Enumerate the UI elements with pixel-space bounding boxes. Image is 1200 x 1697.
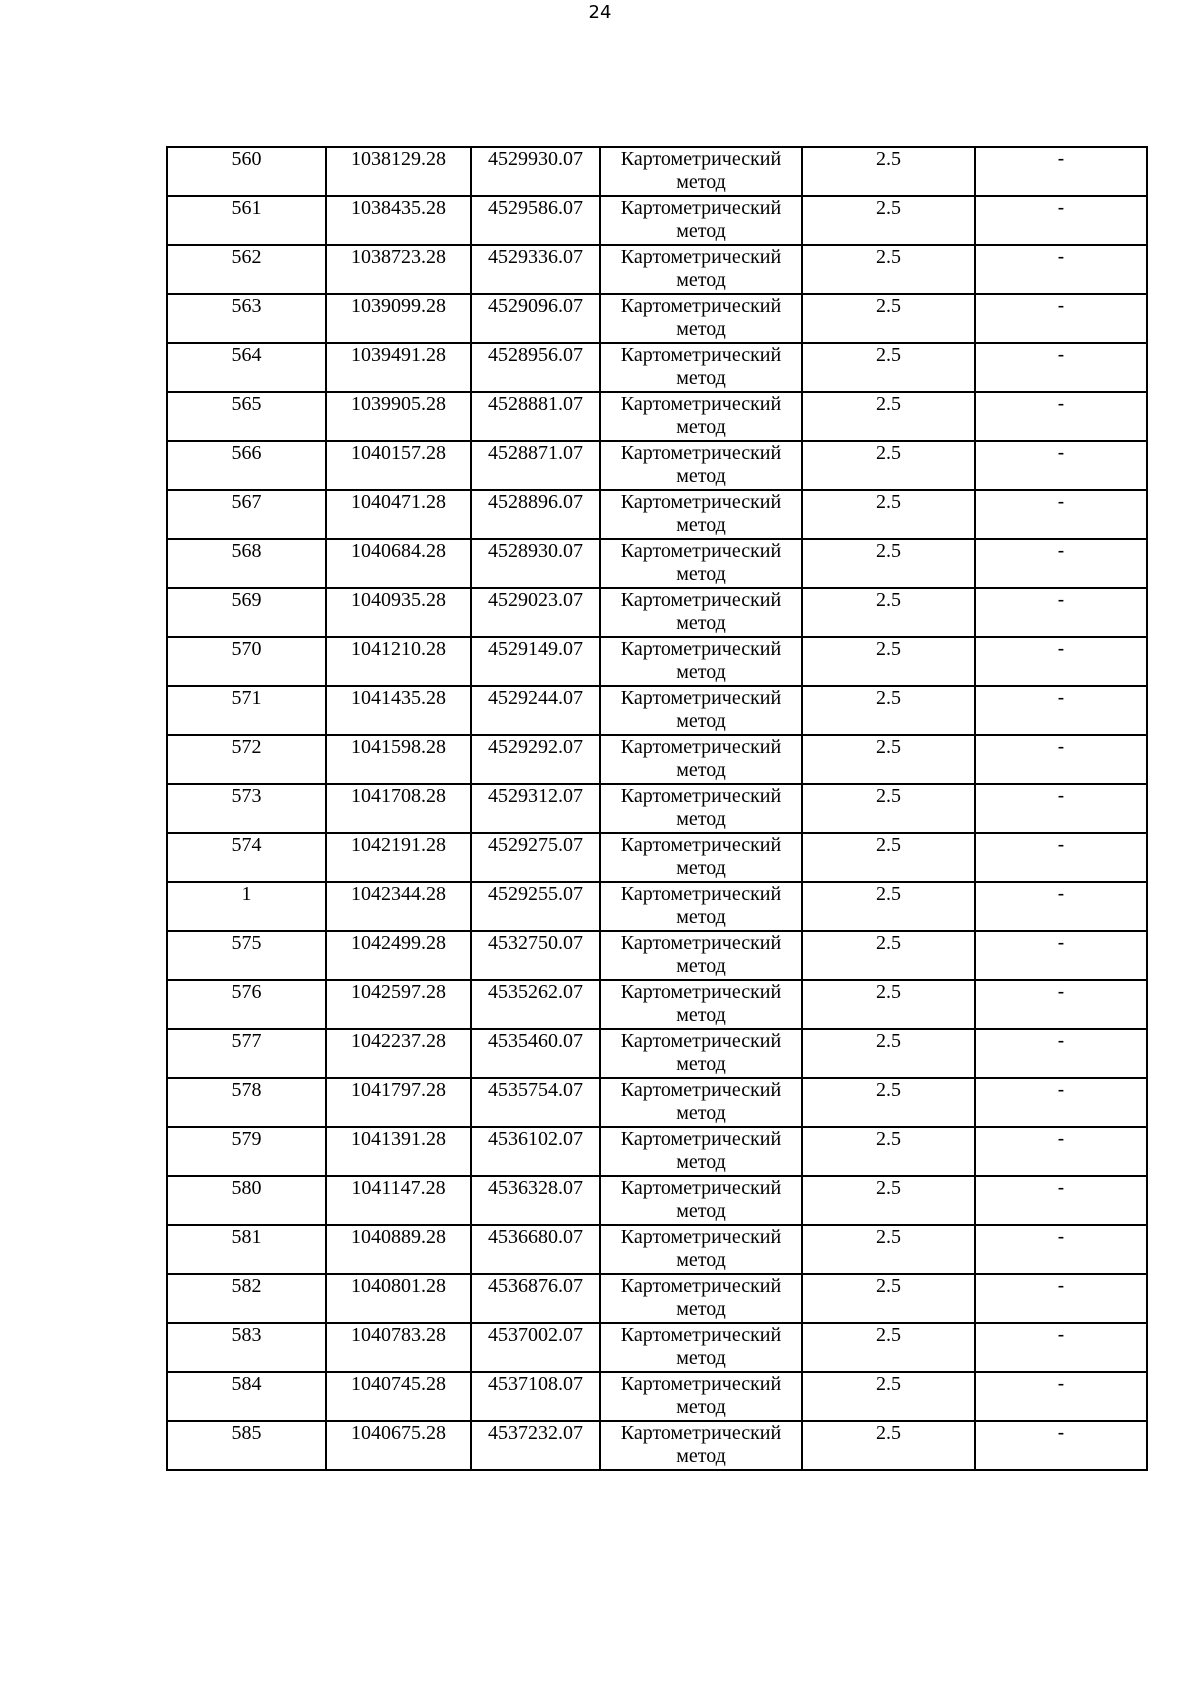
note-cell: - — [975, 1029, 1147, 1078]
note-cell: - — [975, 294, 1147, 343]
method-line-2: метод — [676, 808, 726, 830]
method-line-2: метод — [676, 612, 726, 634]
point-number-cell: 577 — [167, 1029, 326, 1078]
accuracy-cell: 2.5 — [802, 1127, 975, 1176]
x-coordinate-cell: 1040783.28 — [326, 1323, 471, 1372]
method-line-2: метод — [676, 465, 726, 487]
x-coordinate-cell: 1040157.28 — [326, 441, 471, 490]
x-coordinate-cell: 1038129.28 — [326, 147, 471, 196]
x-coordinate-cell: 1040935.28 — [326, 588, 471, 637]
point-number-cell: 569 — [167, 588, 326, 637]
accuracy-cell: 2.5 — [802, 784, 975, 833]
method-line-1: Картометрический — [620, 442, 782, 464]
method-line-2: метод — [676, 1298, 726, 1320]
table-row — [167, 686, 1147, 735]
note-cell: - — [975, 980, 1147, 1029]
y-coordinate-cell: 4528871.07 — [471, 441, 600, 490]
accuracy-cell: 2.5 — [802, 343, 975, 392]
table-row — [167, 392, 1147, 441]
method-line-2: метод — [676, 563, 726, 585]
method-line-1: Картометрический — [620, 148, 782, 170]
x-coordinate-cell: 1041391.28 — [326, 1127, 471, 1176]
method-line-2: метод — [676, 710, 726, 732]
method-cell — [600, 1372, 802, 1421]
method-line-1: Картометрический — [620, 295, 782, 317]
method-line-1: Картометрический — [620, 1128, 782, 1150]
coordinates-table — [166, 146, 1148, 1471]
accuracy-cell: 2.5 — [802, 735, 975, 784]
point-number-cell: 574 — [167, 833, 326, 882]
method-line-2: метод — [676, 220, 726, 242]
y-coordinate-cell: 4529292.07 — [471, 735, 600, 784]
table-row — [167, 147, 1147, 196]
method-line-1: Картометрический — [620, 246, 782, 268]
x-coordinate-cell: 1041708.28 — [326, 784, 471, 833]
table-row — [167, 637, 1147, 686]
method-line-2: метод — [676, 1053, 726, 1075]
note-cell: - — [975, 441, 1147, 490]
y-coordinate-cell: 4528956.07 — [471, 343, 600, 392]
table-row — [167, 245, 1147, 294]
y-coordinate-cell: 4529023.07 — [471, 588, 600, 637]
accuracy-cell: 2.5 — [802, 1274, 975, 1323]
x-coordinate-cell: 1039905.28 — [326, 392, 471, 441]
method-line-1: Картометрический — [620, 981, 782, 1003]
method-line-1: Картометрический — [620, 883, 782, 905]
y-coordinate-cell: 4529930.07 — [471, 147, 600, 196]
note-cell: - — [975, 637, 1147, 686]
x-coordinate-cell: 1040889.28 — [326, 1225, 471, 1274]
method-line-2: метод — [676, 1004, 726, 1026]
point-number-cell: 561 — [167, 196, 326, 245]
method-cell — [600, 1274, 802, 1323]
table-row — [167, 1225, 1147, 1274]
note-cell: - — [975, 1372, 1147, 1421]
point-number-cell: 562 — [167, 245, 326, 294]
method-line-1: Картометрический — [620, 491, 782, 513]
x-coordinate-cell: 1039491.28 — [326, 343, 471, 392]
note-cell: - — [975, 1176, 1147, 1225]
point-number-cell: 566 — [167, 441, 326, 490]
accuracy-cell: 2.5 — [802, 1078, 975, 1127]
accuracy-cell: 2.5 — [802, 980, 975, 1029]
y-coordinate-cell: 4535262.07 — [471, 980, 600, 1029]
y-coordinate-cell: 4529586.07 — [471, 196, 600, 245]
y-coordinate-cell: 4536876.07 — [471, 1274, 600, 1323]
method-line-2: метод — [676, 955, 726, 977]
method-line-2: метод — [676, 1151, 726, 1173]
method-line-1: Картометрический — [620, 1275, 782, 1297]
x-coordinate-cell: 1042499.28 — [326, 931, 471, 980]
method-line-2: метод — [676, 171, 726, 193]
note-cell: - — [975, 1323, 1147, 1372]
note-cell: - — [975, 882, 1147, 931]
note-cell: - — [975, 833, 1147, 882]
accuracy-cell: 2.5 — [802, 882, 975, 931]
method-cell — [600, 343, 802, 392]
accuracy-cell: 2.5 — [802, 1372, 975, 1421]
y-coordinate-cell: 4528881.07 — [471, 392, 600, 441]
note-cell: - — [975, 343, 1147, 392]
point-number-cell: 578 — [167, 1078, 326, 1127]
x-coordinate-cell: 1042191.28 — [326, 833, 471, 882]
note-cell: - — [975, 196, 1147, 245]
method-cell — [600, 833, 802, 882]
method-cell — [600, 980, 802, 1029]
method-line-1: Картометрический — [620, 736, 782, 758]
accuracy-cell: 2.5 — [802, 441, 975, 490]
note-cell: - — [975, 392, 1147, 441]
point-number-cell: 584 — [167, 1372, 326, 1421]
note-cell: - — [975, 245, 1147, 294]
table-row — [167, 1127, 1147, 1176]
method-cell — [600, 1029, 802, 1078]
method-line-2: метод — [676, 1396, 726, 1418]
point-number-cell: 567 — [167, 490, 326, 539]
x-coordinate-cell: 1040675.28 — [326, 1421, 471, 1470]
method-line-2: метод — [676, 318, 726, 340]
method-line-1: Картометрический — [620, 393, 782, 415]
method-line-1: Картометрический — [620, 1030, 782, 1052]
note-cell: - — [975, 539, 1147, 588]
method-cell — [600, 1323, 802, 1372]
table-row — [167, 1323, 1147, 1372]
method-cell — [600, 1176, 802, 1225]
method-cell — [600, 735, 802, 784]
note-cell: - — [975, 1127, 1147, 1176]
y-coordinate-cell: 4529255.07 — [471, 882, 600, 931]
method-line-1: Картометрический — [620, 344, 782, 366]
y-coordinate-cell: 4537002.07 — [471, 1323, 600, 1372]
y-coordinate-cell: 4537108.07 — [471, 1372, 600, 1421]
note-cell: - — [975, 931, 1147, 980]
method-line-1: Картометрический — [620, 834, 782, 856]
x-coordinate-cell: 1040684.28 — [326, 539, 471, 588]
x-coordinate-cell: 1040801.28 — [326, 1274, 471, 1323]
method-line-2: метод — [676, 1102, 726, 1124]
y-coordinate-cell: 4535754.07 — [471, 1078, 600, 1127]
x-coordinate-cell: 1041147.28 — [326, 1176, 471, 1225]
method-line-1: Картометрический — [620, 1373, 782, 1395]
point-number-cell: 563 — [167, 294, 326, 343]
table-row — [167, 931, 1147, 980]
point-number-cell: 585 — [167, 1421, 326, 1470]
method-line-2: метод — [676, 1347, 726, 1369]
accuracy-cell: 2.5 — [802, 294, 975, 343]
method-cell — [600, 294, 802, 343]
accuracy-cell: 2.5 — [802, 392, 975, 441]
method-line-1: Картометрический — [620, 638, 782, 660]
x-coordinate-cell: 1040471.28 — [326, 490, 471, 539]
point-number-cell: 580 — [167, 1176, 326, 1225]
method-cell — [600, 1421, 802, 1470]
accuracy-cell: 2.5 — [802, 1225, 975, 1274]
method-line-1: Картометрический — [620, 932, 782, 954]
note-cell: - — [975, 1274, 1147, 1323]
table-row — [167, 196, 1147, 245]
point-number-cell: 576 — [167, 980, 326, 1029]
point-number-cell: 568 — [167, 539, 326, 588]
method-line-2: метод — [676, 1200, 726, 1222]
method-cell — [600, 686, 802, 735]
x-coordinate-cell: 1042597.28 — [326, 980, 471, 1029]
table-row — [167, 735, 1147, 784]
note-cell: - — [975, 784, 1147, 833]
table-row — [167, 490, 1147, 539]
y-coordinate-cell: 4529149.07 — [471, 637, 600, 686]
table-row — [167, 980, 1147, 1029]
y-coordinate-cell: 4529096.07 — [471, 294, 600, 343]
table-row — [167, 833, 1147, 882]
y-coordinate-cell: 4535460.07 — [471, 1029, 600, 1078]
method-line-2: метод — [676, 1249, 726, 1271]
accuracy-cell: 2.5 — [802, 1323, 975, 1372]
method-line-1: Картометрический — [620, 197, 782, 219]
note-cell: - — [975, 735, 1147, 784]
page-number: 24 — [588, 2, 612, 23]
y-coordinate-cell: 4528896.07 — [471, 490, 600, 539]
y-coordinate-cell: 4537232.07 — [471, 1421, 600, 1470]
accuracy-cell: 2.5 — [802, 588, 975, 637]
method-line-2: метод — [676, 1445, 726, 1467]
method-line-1: Картометрический — [620, 1324, 782, 1346]
method-line-2: метод — [676, 906, 726, 928]
table-row — [167, 539, 1147, 588]
y-coordinate-cell: 4529275.07 — [471, 833, 600, 882]
point-number-cell: 572 — [167, 735, 326, 784]
table-row — [167, 1372, 1147, 1421]
point-number-cell: 571 — [167, 686, 326, 735]
accuracy-cell: 2.5 — [802, 1176, 975, 1225]
note-cell: - — [975, 588, 1147, 637]
method-line-2: метод — [676, 269, 726, 291]
accuracy-cell: 2.5 — [802, 833, 975, 882]
table-row — [167, 1176, 1147, 1225]
point-number-cell: 570 — [167, 637, 326, 686]
point-number-cell: 564 — [167, 343, 326, 392]
table-row — [167, 1421, 1147, 1470]
method-cell — [600, 784, 802, 833]
method-cell — [600, 392, 802, 441]
x-coordinate-cell: 1041797.28 — [326, 1078, 471, 1127]
x-coordinate-cell: 1038435.28 — [326, 196, 471, 245]
accuracy-cell: 2.5 — [802, 147, 975, 196]
point-number-cell: 1 — [167, 882, 326, 931]
point-number-cell: 560 — [167, 147, 326, 196]
note-cell: - — [975, 1078, 1147, 1127]
point-number-cell: 579 — [167, 1127, 326, 1176]
x-coordinate-cell: 1041435.28 — [326, 686, 471, 735]
accuracy-cell: 2.5 — [802, 931, 975, 980]
x-coordinate-cell: 1039099.28 — [326, 294, 471, 343]
method-cell — [600, 637, 802, 686]
method-line-1: Картометрический — [620, 1079, 782, 1101]
method-line-2: метод — [676, 416, 726, 438]
table-row — [167, 441, 1147, 490]
method-cell — [600, 1078, 802, 1127]
point-number-cell: 583 — [167, 1323, 326, 1372]
method-line-1: Картометрический — [620, 1177, 782, 1199]
method-line-2: метод — [676, 514, 726, 536]
method-line-1: Картометрический — [620, 589, 782, 611]
accuracy-cell: 2.5 — [802, 490, 975, 539]
y-coordinate-cell: 4536328.07 — [471, 1176, 600, 1225]
accuracy-cell: 2.5 — [802, 539, 975, 588]
method-line-1: Картометрический — [620, 1422, 782, 1444]
method-cell — [600, 1127, 802, 1176]
method-line-1: Картометрический — [620, 687, 782, 709]
method-cell — [600, 245, 802, 294]
x-coordinate-cell: 1038723.28 — [326, 245, 471, 294]
point-number-cell: 581 — [167, 1225, 326, 1274]
note-cell: - — [975, 686, 1147, 735]
point-number-cell: 582 — [167, 1274, 326, 1323]
method-line-2: метод — [676, 759, 726, 781]
x-coordinate-cell: 1040745.28 — [326, 1372, 471, 1421]
y-coordinate-cell: 4528930.07 — [471, 539, 600, 588]
table-row — [167, 882, 1147, 931]
note-cell: - — [975, 1421, 1147, 1470]
y-coordinate-cell: 4529312.07 — [471, 784, 600, 833]
y-coordinate-cell: 4536102.07 — [471, 1127, 600, 1176]
accuracy-cell: 2.5 — [802, 245, 975, 294]
method-cell — [600, 147, 802, 196]
table-row — [167, 343, 1147, 392]
x-coordinate-cell: 1041598.28 — [326, 735, 471, 784]
note-cell: - — [975, 147, 1147, 196]
table-row — [167, 588, 1147, 637]
accuracy-cell: 2.5 — [802, 686, 975, 735]
x-coordinate-cell: 1042344.28 — [326, 882, 471, 931]
table-row — [167, 1274, 1147, 1323]
method-cell — [600, 441, 802, 490]
table-row — [167, 784, 1147, 833]
point-number-cell: 575 — [167, 931, 326, 980]
method-cell — [600, 588, 802, 637]
table-row — [167, 1078, 1147, 1127]
coordinates-table-body — [167, 147, 1147, 1470]
x-coordinate-cell: 1041210.28 — [326, 637, 471, 686]
method-cell — [600, 539, 802, 588]
note-cell: - — [975, 490, 1147, 539]
accuracy-cell: 2.5 — [802, 637, 975, 686]
method-line-2: метод — [676, 367, 726, 389]
y-coordinate-cell: 4536680.07 — [471, 1225, 600, 1274]
method-line-2: метод — [676, 661, 726, 683]
accuracy-cell: 2.5 — [802, 1421, 975, 1470]
y-coordinate-cell: 4532750.07 — [471, 931, 600, 980]
table-row — [167, 294, 1147, 343]
point-number-cell: 565 — [167, 392, 326, 441]
x-coordinate-cell: 1042237.28 — [326, 1029, 471, 1078]
accuracy-cell: 2.5 — [802, 196, 975, 245]
method-cell — [600, 196, 802, 245]
point-number-cell: 573 — [167, 784, 326, 833]
method-line-1: Картометрический — [620, 785, 782, 807]
y-coordinate-cell: 4529244.07 — [471, 686, 600, 735]
method-line-2: метод — [676, 857, 726, 879]
note-cell: - — [975, 1225, 1147, 1274]
method-line-1: Картометрический — [620, 1226, 782, 1248]
method-cell — [600, 1225, 802, 1274]
method-cell — [600, 931, 802, 980]
method-cell — [600, 882, 802, 931]
method-cell — [600, 490, 802, 539]
table-row — [167, 1029, 1147, 1078]
y-coordinate-cell: 4529336.07 — [471, 245, 600, 294]
method-line-1: Картометрический — [620, 540, 782, 562]
accuracy-cell: 2.5 — [802, 1029, 975, 1078]
